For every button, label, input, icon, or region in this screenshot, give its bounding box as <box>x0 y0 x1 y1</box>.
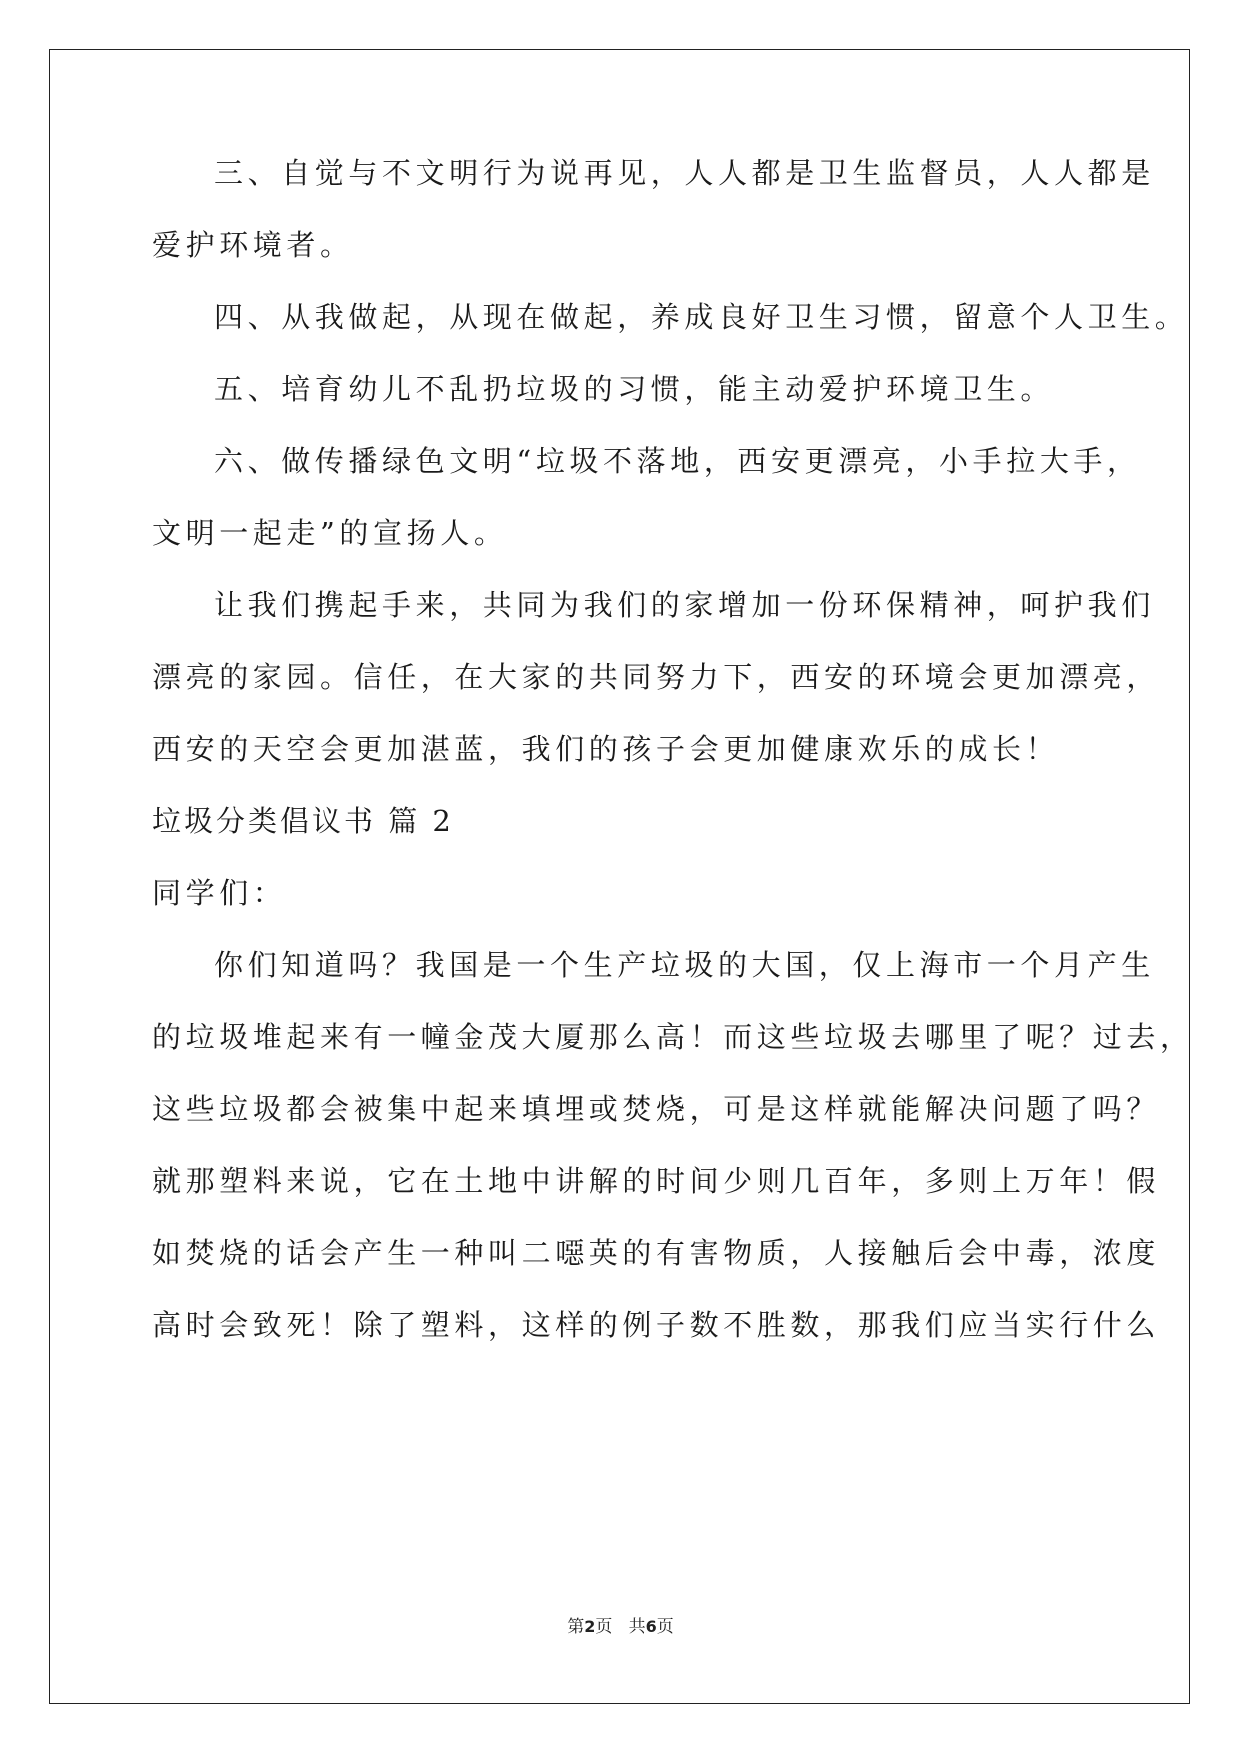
body-line: 五、培育幼儿不乱扔垃圾的习惯，能主动爱护环境卫生。 <box>214 372 1055 406</box>
current-page-number: 2 <box>584 1617 596 1636</box>
body-line: 西安的天空会更加湛蓝，我们的孩子会更加健康欢乐的成长！ <box>152 732 1060 766</box>
body-line: 如焚烧的话会产生一种叫二噁英的有害物质，人接触后会中毒，浓度 <box>152 1236 1161 1270</box>
page-footer <box>0 1615 1241 1639</box>
salutation: 同学们： <box>152 876 287 910</box>
body-line: 的垃圾堆起来有一幢金茂大厦那么高！而这些垃圾去哪里了呢？过去， <box>152 1020 1194 1054</box>
body-line: 漂亮的家园。信任，在大家的共同努力下，西安的环境会更加漂亮， <box>152 660 1161 694</box>
body-line: 四、从我做起，从现在做起，养成良好卫生习惯，留意个人卫生。 <box>214 300 1189 334</box>
section-heading: 垃圾分类倡议书 篇 2 <box>152 804 454 838</box>
body-line: 这些垃圾都会被集中起来填埋或焚烧，可是这样就能解决问题了吗？ <box>152 1092 1161 1126</box>
body-line: 让我们携起手来，共同为我们的家增加一份环保精神，呵护我们 <box>214 588 1155 622</box>
body-line: 三、自觉与不文明行为说再见，人人都是卫生监督员，人人都是 <box>214 156 1155 190</box>
body-line: 六、做传播绿色文明“垃圾不落地，西安更漂亮，小手拉大手， <box>214 444 1141 478</box>
body-line: 高时会致死！除了塑料，这样的例子数不胜数，那我们应当实行什么 <box>152 1308 1161 1342</box>
body-line: 就那塑料来说，它在土地中讲解的时间少则几百年，多则上万年！假 <box>152 1164 1161 1198</box>
body-line: 文明一起走”的宣扬人。 <box>152 516 508 550</box>
body-line: 你们知道吗？我国是一个生产垃圾的大国，仅上海市一个月产生 <box>214 948 1155 982</box>
footer-total-suffix: 页 <box>656 1617 674 1637</box>
footer-page-suffix: 页 <box>595 1617 613 1637</box>
total-page-number: 6 <box>645 1617 657 1636</box>
body-line: 爱护环境者。 <box>152 228 354 262</box>
footer-page-prefix: 第 <box>567 1617 585 1637</box>
footer-total-prefix: 共 <box>628 1617 646 1637</box>
